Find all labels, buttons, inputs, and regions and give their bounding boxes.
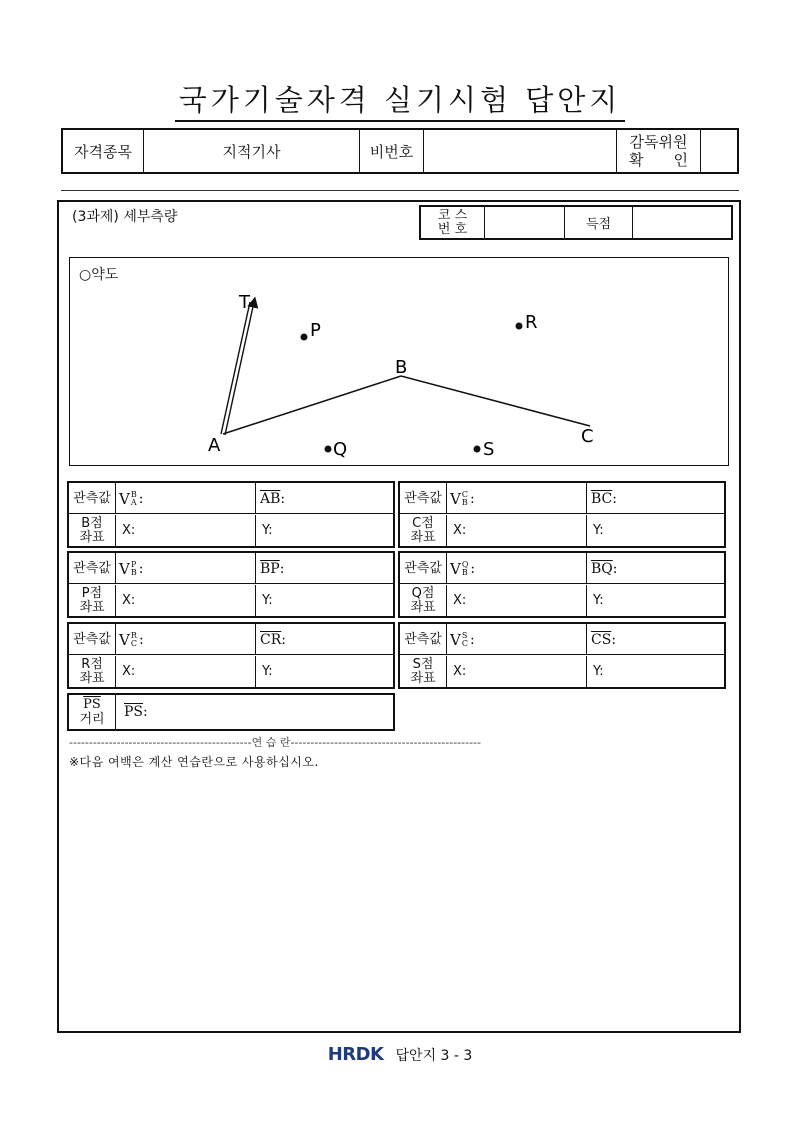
- x-coordinate-field[interactable]: X:: [116, 585, 256, 616]
- observation-box-s: [398, 622, 726, 689]
- y-coordinate-field[interactable]: Y:: [593, 664, 604, 679]
- ps-distance-label: [69, 695, 116, 729]
- angle-field[interactable]: [116, 553, 256, 584]
- angle-colon: :: [469, 490, 475, 507]
- coordinate-row: [400, 515, 724, 546]
- coordinate-suffix: 점: [90, 656, 103, 672]
- angle-indices: [462, 561, 469, 577]
- sketch-label: ○약도: [79, 267, 119, 283]
- course-number-label: [421, 207, 485, 238]
- x-coordinate-field[interactable]: X:: [447, 656, 587, 687]
- page-footer: [0, 1044, 800, 1065]
- coordinate-row: [69, 515, 393, 546]
- coordinate-point: S: [412, 656, 421, 672]
- course-number-field[interactable]: [485, 207, 565, 238]
- line-b-c: [401, 376, 590, 426]
- distance-field[interactable]: [587, 624, 724, 655]
- subject-value: 지적기사: [144, 130, 360, 172]
- y-coordinate-field[interactable]: Y:: [593, 593, 604, 608]
- label-t: T: [239, 292, 250, 313]
- observation-row: [69, 483, 393, 514]
- subject-label: 자격종목: [63, 130, 144, 172]
- sketch-diagram: [70, 258, 728, 465]
- observation-box-p: [67, 551, 395, 618]
- supervisor-sign-field[interactable]: [701, 130, 737, 172]
- observation-label: 관측값: [400, 624, 447, 655]
- observation-box-r: [67, 622, 395, 689]
- page-title: [0, 78, 800, 119]
- page-number: 답안지 3 - 3: [395, 1047, 473, 1064]
- coordinate-suffix: 점: [89, 585, 103, 601]
- sketch-area: [69, 257, 729, 466]
- coordinate-suffix: 점: [421, 585, 435, 601]
- observation-box-b: [67, 481, 395, 548]
- practice-divider: ----------------------------------------------연 습 란------------------------------------------------: [69, 736, 481, 749]
- observation-row: [400, 483, 724, 514]
- coordinate-suffix: 점: [420, 656, 434, 672]
- angle-field[interactable]: [447, 553, 587, 584]
- angle-field[interactable]: [116, 624, 256, 655]
- angle-field[interactable]: [447, 483, 587, 514]
- coordinate-point: P: [81, 585, 90, 601]
- angle-symbol: V: [119, 559, 130, 578]
- label-q: Q: [333, 439, 348, 460]
- y-coordinate-field[interactable]: Y:: [262, 523, 273, 538]
- angle-symbol: V: [450, 559, 461, 578]
- x-coordinate-field[interactable]: X:: [447, 515, 587, 546]
- angle-sup: Q: [461, 559, 469, 569]
- label-s: S: [483, 439, 495, 460]
- distance-colon: :: [611, 631, 617, 648]
- coordinate-label-top: [413, 658, 434, 672]
- coordinate-label-bottom: 좌표: [79, 599, 105, 615]
- ps-value-label: $\overline{PS}$: [124, 704, 144, 720]
- angle-symbol: V: [450, 489, 461, 508]
- coordinate-label-bottom: 좌표: [79, 670, 105, 686]
- score-field[interactable]: [633, 207, 731, 238]
- angle-field[interactable]: [116, 483, 256, 514]
- angle-indices: [131, 632, 137, 648]
- score-box: [419, 205, 733, 240]
- label-b: B: [395, 357, 408, 378]
- angle-sub: B: [461, 497, 468, 507]
- line-a-b: [223, 376, 401, 434]
- angle-colon: :: [469, 631, 475, 648]
- coordinate-label: [400, 585, 447, 616]
- x-coordinate-field[interactable]: X:: [116, 656, 256, 687]
- coordinate-label: [400, 656, 447, 687]
- coordinate-label: [69, 585, 116, 616]
- supervisor-label-line1: 감독위원: [629, 133, 688, 151]
- label-p: P: [310, 320, 321, 341]
- distance-colon: :: [612, 490, 617, 507]
- angle-colon: :: [138, 631, 144, 648]
- observation-box-q: [398, 551, 726, 618]
- observation-row: [400, 553, 724, 584]
- observation-row: [69, 624, 393, 655]
- x-coordinate-field[interactable]: X:: [116, 515, 256, 546]
- angle-sub: B: [130, 567, 137, 577]
- coordinate-label: [400, 515, 447, 546]
- angle-symbol: V: [119, 489, 130, 508]
- coordinate-label-top: [412, 587, 435, 601]
- angle-indices: [131, 491, 137, 507]
- coordinate-row: [69, 585, 393, 616]
- distance-label: $\overline{AB}$: [260, 490, 281, 507]
- coordinate-row: [400, 585, 724, 616]
- distance-field[interactable]: [587, 553, 724, 584]
- coordinate-label-bottom: 좌표: [410, 670, 436, 686]
- score-label: 득점: [565, 207, 633, 238]
- observation-label: 관측값: [400, 553, 447, 584]
- course-number-label-line2: 번 호: [437, 221, 468, 237]
- distance-label: $\overline{BP}$: [260, 560, 280, 577]
- course-number-label-line1: 코 스: [437, 207, 468, 223]
- ps-distance-field[interactable]: [116, 695, 148, 729]
- number-label: 비번호: [360, 130, 424, 172]
- coordinate-suffix: 점: [90, 515, 103, 531]
- distance-colon: :: [280, 490, 286, 507]
- y-coordinate-field[interactable]: Y:: [262, 664, 273, 679]
- distance-label: $\overline{CS}$: [591, 631, 612, 648]
- coordinate-label-top: [82, 587, 102, 601]
- point-s-dot: [474, 446, 481, 453]
- observation-label: 관측값: [69, 553, 116, 584]
- distance-colon: :: [612, 560, 618, 577]
- supervisor-label: [617, 130, 701, 172]
- label-a: A: [208, 435, 221, 456]
- coordinate-label: [69, 656, 116, 687]
- angle-sub: C: [461, 638, 468, 648]
- observation-label: 관측값: [69, 624, 116, 655]
- distance-field[interactable]: [256, 483, 393, 514]
- observation-label: 관측값: [400, 483, 447, 514]
- label-c: C: [581, 426, 594, 447]
- angle-indices: [462, 632, 468, 648]
- angle-sup: S: [461, 630, 468, 640]
- angle-field[interactable]: [447, 624, 587, 655]
- coordinate-row: [69, 656, 393, 687]
- coordinate-point: B: [81, 515, 91, 531]
- observation-label: 관측값: [69, 483, 116, 514]
- number-field[interactable]: [424, 130, 617, 172]
- coordinate-label-bottom: 좌표: [79, 529, 105, 545]
- ps-label-bottom: 거리: [79, 712, 105, 727]
- distance-field[interactable]: [256, 553, 393, 584]
- point-r-dot: [516, 323, 523, 330]
- line-a-t-1: [221, 302, 250, 434]
- angle-sub: C: [130, 638, 137, 648]
- observation-box-c: [398, 481, 726, 548]
- distance-field[interactable]: [256, 624, 393, 655]
- coordinate-point: Q: [411, 585, 422, 601]
- y-coordinate-field[interactable]: Y:: [262, 593, 273, 608]
- coordinate-label-bottom: 좌표: [410, 529, 436, 545]
- observation-row: [400, 624, 724, 655]
- coordinate-label-top: [81, 658, 103, 672]
- ps-distance-box: [67, 693, 395, 731]
- angle-colon: :: [470, 560, 476, 577]
- point-q-dot: [325, 446, 332, 453]
- coordinate-label: [69, 515, 116, 546]
- x-coordinate-field[interactable]: X:: [447, 585, 587, 616]
- angle-indices: [462, 491, 468, 507]
- distance-label: $\overline{CR}$: [260, 631, 282, 648]
- coordinate-label-bottom: 좌표: [410, 599, 436, 615]
- angle-sup: P: [130, 559, 137, 569]
- angle-sub: B: [461, 567, 468, 577]
- distance-colon: :: [279, 560, 285, 577]
- coordinate-label-top: [412, 517, 434, 531]
- header-table: [61, 128, 739, 174]
- angle-indices: [131, 561, 137, 577]
- supervisor-label-line2: 확 인: [629, 151, 688, 169]
- ps-colon: :: [143, 704, 148, 720]
- distance-colon: :: [281, 631, 286, 648]
- distance-label: $\overline{BC}$: [591, 490, 613, 507]
- observation-row: [69, 553, 393, 584]
- angle-sup: B: [130, 489, 137, 499]
- ps-label-top: $\overline{PS}$: [83, 697, 101, 712]
- coordinate-row: [400, 656, 724, 687]
- distance-label: $\overline{BQ}$: [591, 560, 613, 577]
- angle-sup: C: [461, 489, 468, 499]
- coordinate-suffix: 점: [421, 515, 434, 531]
- y-coordinate-field[interactable]: Y:: [593, 523, 604, 538]
- angle-colon: :: [138, 560, 144, 577]
- coordinate-point: C: [412, 515, 422, 531]
- angle-symbol: V: [450, 630, 461, 649]
- line-a-t-2: [225, 302, 254, 435]
- angle-sup: R: [130, 630, 137, 640]
- point-p-dot: [301, 334, 308, 341]
- coordinate-point: R: [81, 656, 91, 672]
- distance-field[interactable]: [587, 483, 724, 514]
- practice-note: ※다음 여백은 계산 연습란으로 사용하십시오.: [69, 755, 319, 769]
- angle-symbol: V: [119, 630, 130, 649]
- task-label: (3과제) 세부측량: [72, 209, 178, 225]
- angle-colon: :: [138, 490, 144, 507]
- hrdk-logo: HRDK: [327, 1044, 384, 1065]
- angle-sub: A: [130, 497, 137, 507]
- label-r: R: [525, 312, 538, 333]
- coordinate-label-top: [81, 517, 102, 531]
- header-divider: [61, 190, 739, 191]
- page-title-text: 국가기술자격 실기시험 답안지: [175, 83, 626, 122]
